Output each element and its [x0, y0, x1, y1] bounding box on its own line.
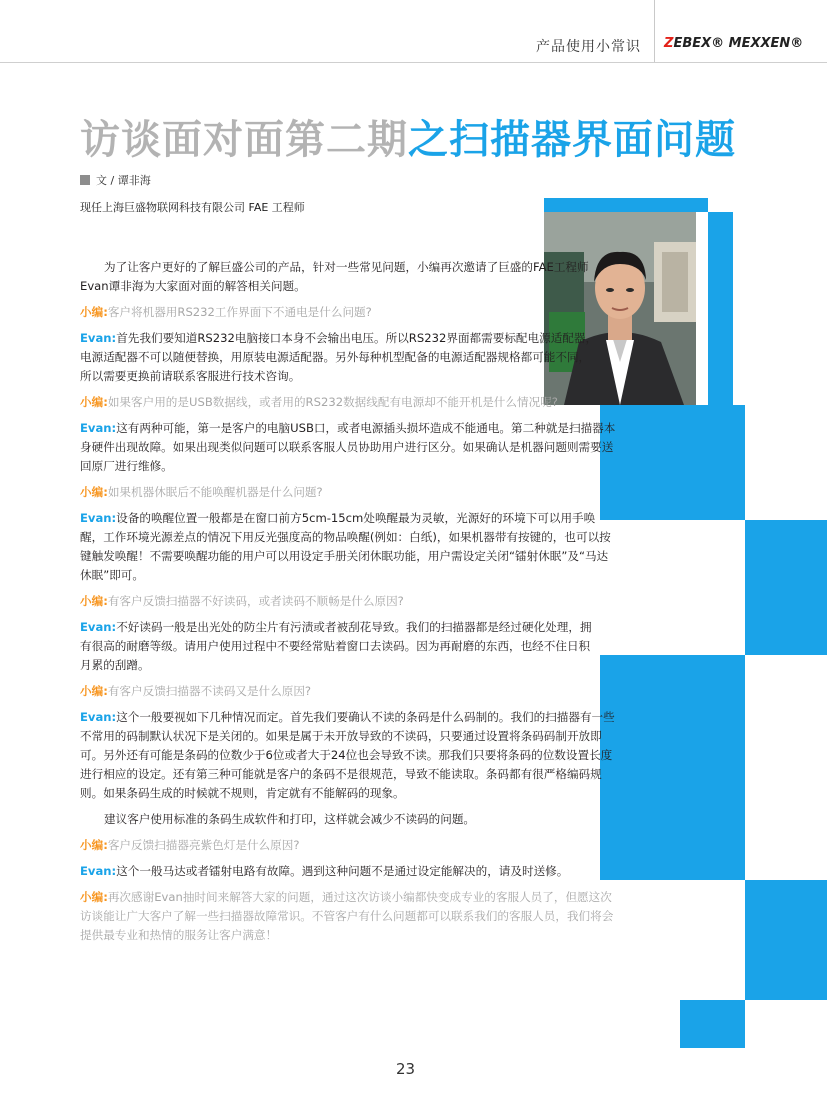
- question-text: 有客户反馈扫描器不读码又是什么原因?: [107, 684, 312, 698]
- page-title-gray: 访谈面对面第二期: [80, 117, 408, 163]
- question-tag: 小编:: [80, 594, 108, 608]
- question: [80, 836, 600, 855]
- answer: [80, 708, 618, 803]
- answer: [80, 618, 600, 675]
- question: [80, 483, 600, 502]
- decor-block: [600, 655, 745, 880]
- answer-text: 这有两种可能，第一是客户的电脑USB口，或者电源插头损坏造成不能通电。第二种就是扫描器本身硬件出现故障。如果出现类似问题可以联系客服人员协助用户进行区分。如果确认是机器问题则需要送回原厂进行维修。: [80, 421, 616, 473]
- question-text: 如果客户用的是USB数据线，或者用的RS232数据线配有电源却不能开机是什么情况呢?: [107, 395, 558, 409]
- decor-block: [745, 520, 827, 655]
- answer-text: 首先我们要知道RS232电脑接口本身不会输出电压。所以RS232界面都需要标配电源适配器，电源适配器不可以随便替换，用原装电源适配器。另外每种机型配备的电源适配器规格都可能不同，所以需要更换前请联系客服进行技术咨询。: [80, 331, 598, 383]
- answer: [80, 509, 618, 585]
- answer-text: 这个一般马达或者镭射电路有故障。遇到这种问题不是通过设定能解决的，请及时送修。: [116, 864, 569, 878]
- closing-paragraph: [80, 888, 618, 945]
- answer-text: 设备的唤醒位置一般都是在窗口前方5cm-15cm处唤醒最为灵敏，光源好的环境下可以用手唤醒，工作环境光源差点的情况下用反光强度高的物品唤醒(例如：白纸)，如果机器带有按键的，也可以按键触发唤醒！不需要唤醒功能的用户可以用设定手册关闭休眠功能，用户需设定关闭“镭射休眠”及“马达休眠”即可。: [80, 511, 611, 582]
- brand-logo: [664, 36, 803, 51]
- byline-text: 文 / 谭非海: [96, 174, 151, 187]
- advice-paragraph: 建议客户使用标准的条码生成软件和打印，这样就会减少不读码的问题。: [104, 812, 476, 826]
- intro-paragraph: 为了让客户更好的了解巨盛公司的产品，针对一些常见问题，小编再次邀请了巨盛的FAE工程师Evan谭非海为大家面对面的解答相关问题。: [80, 260, 589, 293]
- byline: [80, 172, 151, 188]
- question-tag: 小编:: [80, 395, 108, 409]
- decor-block: [708, 212, 733, 405]
- question-tag: 小编:: [80, 838, 108, 852]
- question-tag: 小编:: [80, 485, 108, 499]
- page-title: [80, 108, 736, 165]
- article-body: [80, 258, 616, 952]
- answer-tag: Evan:: [80, 710, 117, 724]
- brand-logo-z: Z: [664, 36, 674, 51]
- question-text: 如果机器休眠后不能唤醒机器是什么问题?: [107, 485, 323, 499]
- question-tag: 小编:: [80, 890, 108, 904]
- question-text: 有客户反馈扫描器不好读码，或者读码不顺畅是什么原因?: [107, 594, 404, 608]
- decor-block: [600, 405, 745, 520]
- header-divider-vertical: [654, 0, 655, 62]
- answer: [80, 862, 618, 881]
- answer: [80, 329, 600, 386]
- closing-text: 再次感谢Evan抽时间来解答大家的问题，通过这次访谈小编都快变成专业的客服人员了，但愿这次访谈能让广大客户了解一些扫描器故障常识。不管客户有什么问题都可以联系我们的客服人员，我们将会提供最专业和热情的服务让客户满意！: [80, 890, 614, 942]
- answer-text: 不好读码一般是出光处的防尘片有污渍或者被刮花导致。我们的扫描器都是经过硬化处理，拥有很高的耐磨等级。请用户使用过程中不要经常贴着窗口去读码。因为再耐磨的东西，也经不住日积月累的刮蹭。: [80, 620, 592, 672]
- answer-text: 这个一般要视如下几种情况而定。首先我们要确认不读的条码是什么码制的。我们的扫描器有一些不常用的码制默认状况下是关闭的。如果是属于未开放导致的不读码，只要通过设置将条码码制开放即可。另外还有可能是条码的位数少于6位或者大于24位也会导致不读。那我们只要将条码的位数设置长度进行相应的设定。还有第三种可能就是客户的条码不是很规范，导致不能读取。条码都有很严格编码规则。如果条码生成的时候就不规则，肯定就有不能解码的现象。: [80, 710, 615, 800]
- page-number: 23: [396, 1060, 416, 1078]
- decor-block: [745, 880, 827, 1000]
- question-tag: 小编:: [80, 684, 108, 698]
- decor-block: [680, 1000, 745, 1048]
- header-divider: [0, 62, 827, 63]
- question-text: 客户反馈扫描器亮紫色灯是什么原因?: [107, 838, 300, 852]
- answer-tag: Evan:: [80, 421, 117, 435]
- answer: [80, 419, 618, 476]
- author-title: 现任上海巨盛物联网科技有限公司 FAE 工程师: [80, 201, 305, 214]
- question-text: 客户将机器用RS232工作界面下不通电是什么问题?: [107, 305, 372, 319]
- answer-tag: Evan:: [80, 331, 117, 345]
- brand-logo-text: EBEX® MEXXEN®: [673, 36, 804, 51]
- decor-block: [544, 198, 708, 212]
- byline-square-icon: [80, 175, 90, 185]
- answer-tag: Evan:: [80, 620, 117, 634]
- question: [80, 393, 600, 412]
- page-title-blue: 之扫描器界面问题: [408, 117, 736, 163]
- question-tag: 小编:: [80, 305, 108, 319]
- question: [80, 682, 600, 701]
- answer-tag: Evan:: [80, 864, 117, 878]
- question: [80, 303, 600, 322]
- section-label: 产品使用小常识: [536, 39, 641, 55]
- question: [80, 592, 600, 611]
- answer-tag: Evan:: [80, 511, 117, 525]
